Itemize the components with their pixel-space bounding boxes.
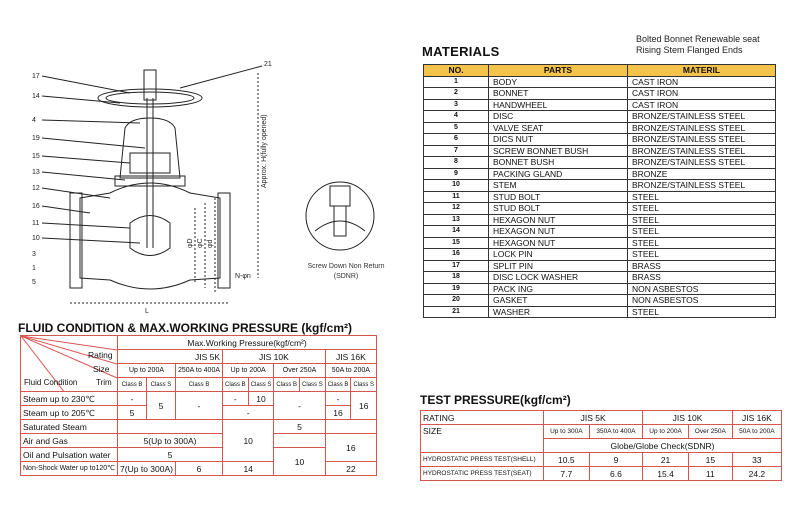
material-name: STEEL <box>628 306 776 318</box>
trim-10k-s2: Class S <box>300 378 326 392</box>
svg-text:19: 19 <box>32 135 40 142</box>
svg-text:21: 21 <box>264 61 272 68</box>
trim-10k-s1: Class S <box>248 378 274 392</box>
trim-corner-label: Trim <box>96 378 112 387</box>
cell: 16 <box>351 392 377 420</box>
materials-row <box>424 203 776 215</box>
material-part: VALVE SEAT <box>489 122 628 134</box>
material-no: 19 <box>424 283 489 295</box>
jis5k-header: JIS 5K <box>544 411 643 425</box>
svg-text:10: 10 <box>32 235 40 242</box>
rating-label: RATING <box>421 411 544 425</box>
fluid-condition-title: FLUID CONDITION & MAX.WORKING PRESSURE (kgf/cm²) <box>18 321 353 335</box>
valve-description-line1: Bolted Bonnet Renewable seat <box>636 34 760 44</box>
size-4: 50A to 200A <box>732 425 781 439</box>
size-10k-up200: Up to 200A <box>223 364 274 378</box>
materials-row <box>424 88 776 100</box>
svg-text:13: 13 <box>32 169 40 176</box>
material-part: BODY <box>489 76 628 88</box>
material-no: 20 <box>424 295 489 307</box>
svg-text:φD: φD <box>187 238 194 248</box>
materials-row <box>424 306 776 318</box>
test-pressure-title: TEST PRESSURE(kgf/cm²) <box>420 393 571 407</box>
cell: 5 <box>118 448 223 462</box>
svg-text:12: 12 <box>32 185 40 192</box>
material-no: 13 <box>424 214 489 226</box>
materials-title: MATERIALS <box>422 44 500 59</box>
material-name: CAST IRON <box>628 76 776 88</box>
material-part: HEXAGON NUT <box>489 237 628 249</box>
materials-row <box>424 237 776 249</box>
materials-row <box>424 122 776 134</box>
size-corner-label: Size <box>93 364 110 374</box>
col-no: NO. <box>424 65 489 77</box>
row-saturated: Saturated Steam <box>21 420 118 434</box>
material-name: CAST IRON <box>628 88 776 100</box>
size-5k-250to400: 250A to 400A <box>175 364 222 378</box>
col-parts: PARTS <box>489 65 628 77</box>
svg-text:N-φn: N-φn <box>235 273 251 280</box>
material-name: BRONZE/STAINLESS STEEL <box>628 157 776 169</box>
material-name: STEEL <box>628 203 776 215</box>
material-part: HEXAGON NUT <box>489 226 628 238</box>
materials-header-row <box>424 65 776 77</box>
material-no: 18 <box>424 272 489 284</box>
jis5k-label: JIS 5K <box>194 351 221 362</box>
size-5k-up200: Up to 200A <box>118 364 176 378</box>
material-no: 2 <box>424 88 489 100</box>
material-name: STEEL <box>628 191 776 203</box>
valve-cross-section-drawing <box>30 48 290 318</box>
rating-label <box>118 350 223 364</box>
materials-row <box>424 134 776 146</box>
trim-5k-s1: Class S <box>147 378 176 392</box>
material-no: 11 <box>424 191 489 203</box>
cell <box>274 434 325 448</box>
trim-16k-s: Class S <box>351 378 377 392</box>
trim-10k-b2: Class B <box>274 378 300 392</box>
materials-row <box>424 249 776 261</box>
svg-text:L: L <box>145 308 149 315</box>
seat-3: 11 <box>688 467 732 481</box>
materials-row <box>424 226 776 238</box>
jis16k-header: JIS 16K <box>732 411 781 425</box>
seat-0: 7.7 <box>544 467 590 481</box>
cell: 10 <box>223 420 274 462</box>
materials-row <box>424 191 776 203</box>
size-label: SIZE <box>421 425 544 453</box>
seat-2: 15.4 <box>643 467 689 481</box>
material-name: BRONZE/STAINLESS STEEL <box>628 111 776 123</box>
material-part: GASKET <box>489 295 628 307</box>
material-no: 8 <box>424 157 489 169</box>
shell-3: 15 <box>688 453 732 467</box>
size-16k-50to200: 50A to 200A <box>325 364 376 378</box>
material-no: 10 <box>424 180 489 192</box>
jis16k-header: JIS 16K <box>325 350 376 364</box>
cell: 16 <box>325 406 351 420</box>
material-no: 1 <box>424 76 489 88</box>
cell: 5(Up to 300A) <box>118 434 223 448</box>
seat-4: 24.2 <box>732 467 781 481</box>
cell: 14 <box>223 462 274 476</box>
material-part: STUD BOLT <box>489 191 628 203</box>
material-no: 9 <box>424 168 489 180</box>
shell-1: 9 <box>589 453 643 467</box>
material-name: BRONZE/STAINLESS STEEL <box>628 145 776 157</box>
materials-row <box>424 214 776 226</box>
material-name: STEEL <box>628 226 776 238</box>
material-no: 12 <box>424 203 489 215</box>
materials-row <box>424 145 776 157</box>
materials-row <box>424 295 776 307</box>
cell: - <box>175 392 222 420</box>
cell: 22 <box>325 462 376 476</box>
cell: 16 <box>325 434 376 462</box>
svg-text:φC: φC <box>197 238 204 248</box>
cell: - <box>223 406 274 420</box>
cell: 10 <box>274 448 325 476</box>
material-name: BRONZE/STAINLESS STEEL <box>628 180 776 192</box>
materials-row <box>424 260 776 272</box>
material-name: STEEL <box>628 237 776 249</box>
material-part: BONNET BUSH <box>489 157 628 169</box>
svg-text:3: 3 <box>32 251 36 258</box>
svg-text:15: 15 <box>32 153 40 160</box>
material-part: LOCK PIN <box>489 249 628 261</box>
materials-row <box>424 99 776 111</box>
max-pressure-header: Max.Working Pressure(kgf/cm²) <box>118 336 377 350</box>
material-name: BRONZE/STAINLESS STEEL <box>628 122 776 134</box>
material-no: 17 <box>424 260 489 272</box>
material-part: SPLIT PIN <box>489 260 628 272</box>
materials-row <box>424 111 776 123</box>
material-no: 16 <box>424 249 489 261</box>
size-0: Up to 300A <box>544 425 590 439</box>
material-part: SCREW BONNET BUSH <box>489 145 628 157</box>
size-1: 350A to 400A <box>589 425 643 439</box>
shell-2: 21 <box>643 453 689 467</box>
material-no: 5 <box>424 122 489 134</box>
trim-10k-b1: Class B <box>223 378 249 392</box>
detail-caption-line2: (SDNR) <box>333 273 359 280</box>
material-part: DISC <box>489 111 628 123</box>
svg-text:φd: φd <box>207 239 214 248</box>
shell-label: HYDROSTATIC PRESS TEST(SHELL) <box>421 453 544 467</box>
cell: 6 <box>175 462 222 476</box>
cell: 7(Up to 300A) <box>118 462 176 476</box>
cell <box>325 420 376 434</box>
material-name: NON ASBESTOS <box>628 283 776 295</box>
cell: - <box>325 392 351 406</box>
svg-text:Approx. H(fully opened): Approx. H(fully opened) <box>261 114 268 188</box>
cell: - <box>274 392 325 420</box>
material-part: HEXAGON NUT <box>489 214 628 226</box>
row-nonshock: Non-Shock Water up to120℃ <box>21 462 118 476</box>
test-pressure-table <box>420 410 782 481</box>
material-part: PACK ING <box>489 283 628 295</box>
shell-0: 10.5 <box>544 453 590 467</box>
materials-row <box>424 272 776 284</box>
trim-5k-b2: Class B <box>175 378 222 392</box>
material-no: 4 <box>424 111 489 123</box>
material-part: DISC LOCK WASHER <box>489 272 628 284</box>
rating-corner-label: Rating <box>88 350 113 360</box>
material-no: 21 <box>424 306 489 318</box>
material-name: BRASS <box>628 260 776 272</box>
seat-label: HYDROSTATIC PRESS TEST(SEAT) <box>421 467 544 481</box>
material-part: STUD BOLT <box>489 203 628 215</box>
material-part: PACKING GLAND <box>489 168 628 180</box>
svg-text:11: 11 <box>32 220 40 227</box>
material-part: DICS NUT <box>489 134 628 146</box>
cell: 5 <box>147 392 176 420</box>
svg-text:16: 16 <box>32 203 40 210</box>
material-no: 3 <box>424 99 489 111</box>
seat-1: 6.6 <box>589 467 643 481</box>
row-steam205: Steam up to 205℃ <box>21 406 118 420</box>
material-name: CAST IRON <box>628 99 776 111</box>
material-name: STEEL <box>628 249 776 261</box>
detail-caption <box>296 262 396 282</box>
material-name: BRONZE <box>628 168 776 180</box>
cell: - <box>118 392 147 406</box>
material-part: STEM <box>489 180 628 192</box>
material-no: 15 <box>424 237 489 249</box>
col-material: MATERIL <box>628 65 776 77</box>
material-part: WASHER <box>489 306 628 318</box>
materials-row <box>424 283 776 295</box>
materials-table <box>423 64 776 318</box>
jis10k-header: JIS 10K <box>223 350 326 364</box>
cell: 10 <box>248 392 274 406</box>
material-no: 6 <box>424 134 489 146</box>
size-2: Up to 200A <box>643 425 689 439</box>
material-no: 7 <box>424 145 489 157</box>
materials-row <box>424 168 776 180</box>
valve-description-line2: Rising Stem Flanged Ends <box>636 45 743 55</box>
cell: - <box>223 392 249 406</box>
material-no: 14 <box>424 226 489 238</box>
size-3: Over 250A <box>688 425 732 439</box>
svg-text:5: 5 <box>32 279 36 286</box>
row-steam230: Steam up to 230℃ <box>21 392 118 406</box>
shell-4: 33 <box>732 453 781 467</box>
material-part: HANDWHEEL <box>489 99 628 111</box>
materials-row <box>424 180 776 192</box>
material-name: BRASS <box>628 272 776 284</box>
trim-16k-b: Class B <box>325 378 351 392</box>
valve-description <box>636 34 760 56</box>
trim-5k-b1: Class B <box>118 378 147 392</box>
size-10k-over250: Over 250A <box>274 364 325 378</box>
svg-text:14: 14 <box>32 93 40 100</box>
material-name: NON ASBESTOS <box>628 295 776 307</box>
cell: 5 <box>274 420 325 434</box>
cell <box>118 420 223 434</box>
material-name: STEEL <box>628 214 776 226</box>
svg-text:17: 17 <box>32 73 40 80</box>
material-name: BRONZE/STAINLESS STEEL <box>628 134 776 146</box>
globe-check-label: Globe/Globe Check(SDNR) <box>544 439 782 453</box>
svg-text:1: 1 <box>32 265 36 272</box>
materials-row <box>424 157 776 169</box>
materials-row <box>424 76 776 88</box>
svg-text:4: 4 <box>32 117 36 124</box>
row-airgas: Air and Gas <box>21 434 118 448</box>
fluid-condition-table <box>20 335 377 476</box>
material-part: BONNET <box>489 88 628 100</box>
fluid-condition-corner-label: Fluid Condition <box>24 378 78 387</box>
cell: 5 <box>118 406 147 420</box>
row-oil: Oil and Pulsation water <box>21 448 118 462</box>
detail-caption-line1: Screw Down Non Return <box>307 263 385 270</box>
jis10k-header: JIS 10K <box>643 411 733 425</box>
